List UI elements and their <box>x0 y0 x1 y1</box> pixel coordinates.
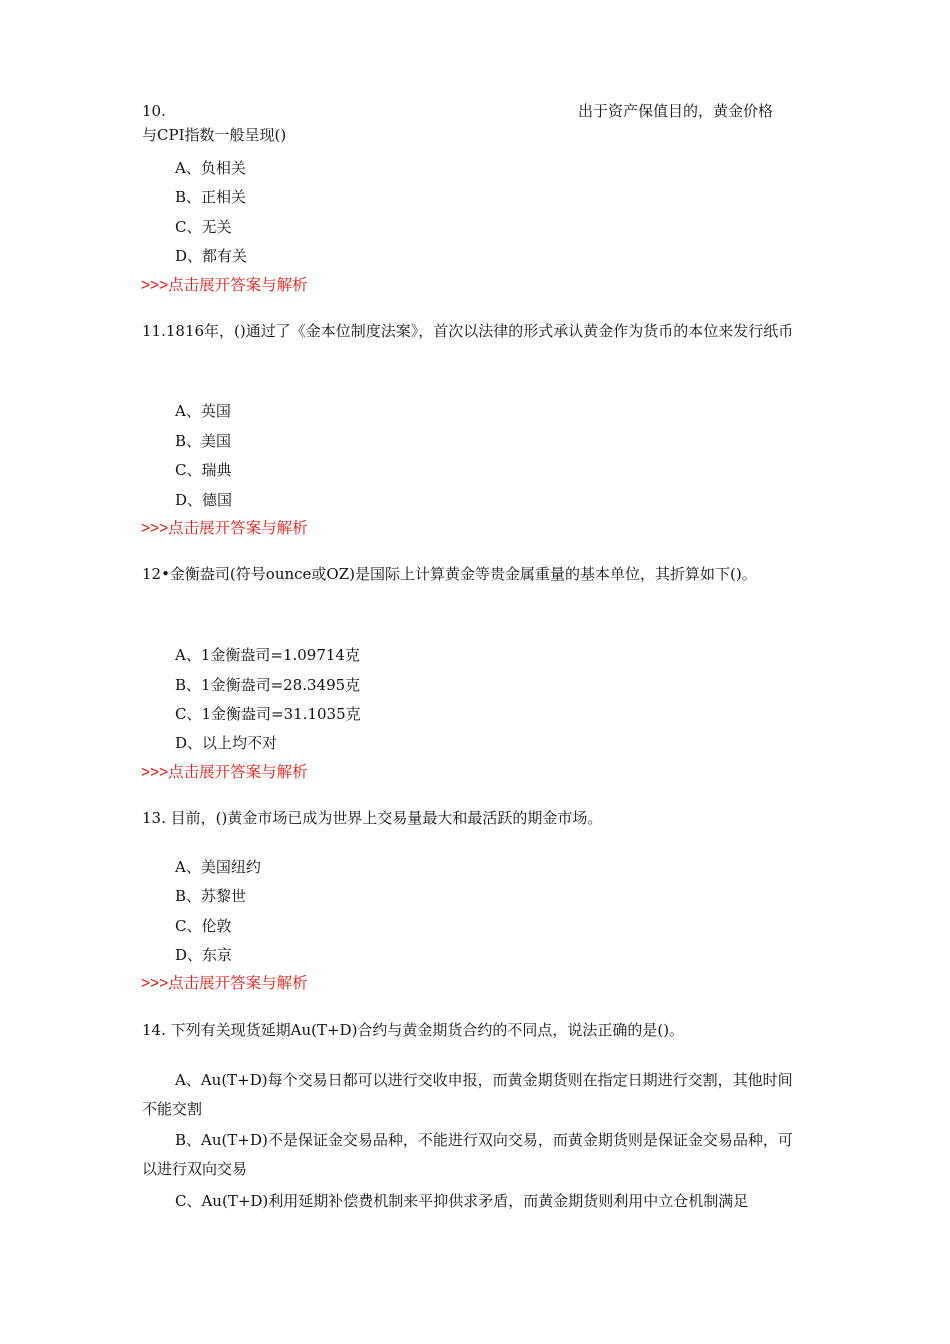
question-14-stem: 14. 下列有关现货延期Au(T+D)合约与黄金期货合约的不同点，说法正确的是()。 <box>142 1021 685 1039</box>
question-11-option-c[interactable]: C、瑞典 <box>175 461 232 479</box>
question-11-expand-answer-link[interactable]: >>>点击展开答案与解析 <box>141 520 308 537</box>
question-10-option-b[interactable]: B、正相关 <box>175 188 247 206</box>
question-12-expand-answer-link[interactable]: >>>点击展开答案与解析 <box>141 764 308 781</box>
question-12-option-b[interactable]: B、1金衡盎司=28.3495克 <box>175 676 361 694</box>
question-13-option-c[interactable]: C、伦敦 <box>175 917 232 935</box>
question-14-option-c[interactable]: C、Au(T+D)利用延期补偿费机制来平抑供求矛盾，而黄金期货则利用中立仓机制满足 <box>175 1192 749 1210</box>
question-10-option-d[interactable]: D、都有关 <box>175 247 248 265</box>
question-11-stem: 11.1816年，()通过了《金本位制度法案》，首次以法律的形式承认黄金作为货币的本位来发行纸币 <box>142 322 794 340</box>
question-11-option-d[interactable]: D、德国 <box>175 491 233 509</box>
question-10-number: 10. <box>142 102 166 120</box>
question-11-option-a[interactable]: A、英国 <box>175 402 231 420</box>
question-13-option-d[interactable]: D、东京 <box>175 946 233 964</box>
question-10-stem-line2: 与CPI指数一般呈现() <box>142 126 287 144</box>
question-12-option-c[interactable]: C、1金衡盎司=31.1035克 <box>175 705 361 723</box>
question-10-stem <box>142 99 804 147</box>
question-14-option-a[interactable]: A、Au(T+D)每个交易日都可以进行交收申报，而黄金期货则在指定日期进行交割，其他时间不能交割 <box>142 1071 793 1118</box>
question-13-option-a[interactable]: A、美国纽约 <box>175 858 261 876</box>
question-13-expand-answer-link[interactable]: >>>点击展开答案与解析 <box>141 975 308 992</box>
question-12-option-d[interactable]: D、以上均不对 <box>175 734 278 752</box>
question-12-option-a[interactable]: A、1金衡盎司=1.09714克 <box>175 646 360 664</box>
question-13-stem: 13. 目前，()黄金市场已成为世界上交易量最大和最活跃的期金市场。 <box>142 809 603 827</box>
question-12-stem: 12•金衡盎司(符号ounce或OZ)是国际上计算黄金等贵金属重量的基本单位，其折算如下()。 <box>142 565 757 583</box>
question-10-stem-line1: 出于资产保值目的，黄金价格 <box>578 102 774 120</box>
question-10-option-c[interactable]: C、无关 <box>175 218 232 236</box>
question-10-option-a[interactable]: A、负相关 <box>175 159 246 177</box>
question-11-option-b[interactable]: B、美国 <box>175 432 232 450</box>
question-14-option-b[interactable]: B、Au(T+D)不是保证金交易品种，不能进行双向交易，而黄金期货则是保证金交易品种，可以进行双向交易 <box>142 1131 793 1178</box>
question-13-option-b[interactable]: B、苏黎世 <box>175 887 247 905</box>
question-10-expand-answer-link[interactable]: >>>点击展开答案与解析 <box>141 277 308 294</box>
